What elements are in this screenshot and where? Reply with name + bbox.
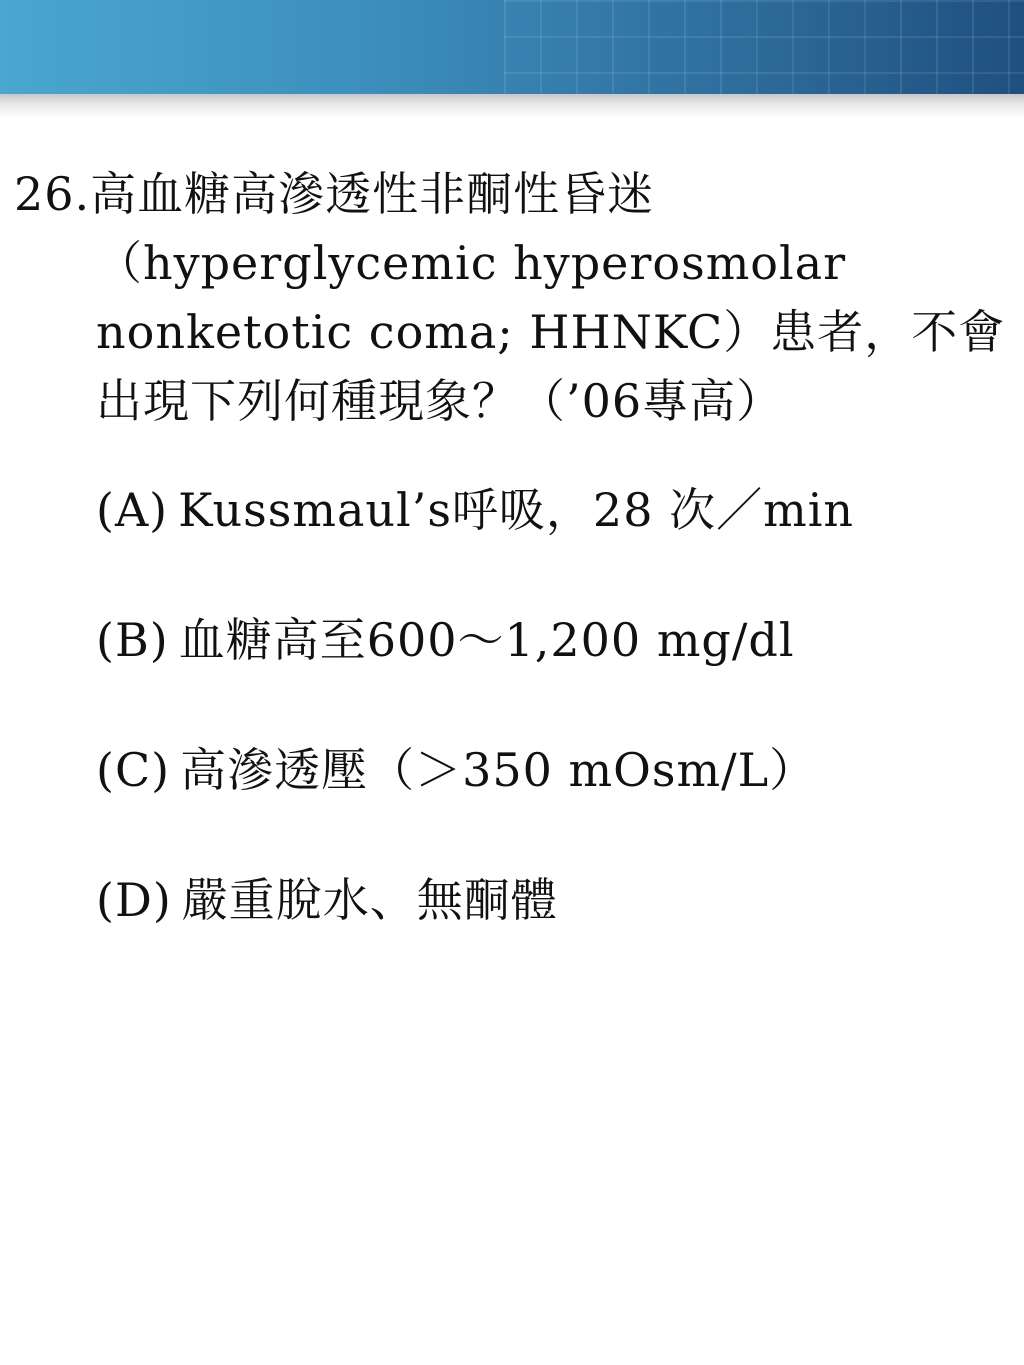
option-letter: (C): [96, 743, 171, 797]
question-line-2: （hyperglycemic hyperosmolar: [96, 236, 847, 290]
question-text-line: 高血糖高滲透性非酮性昏迷: [90, 167, 655, 221]
question-line-3: nonketotic coma; HHNKC）患者，不會: [96, 305, 1006, 359]
header-grid-pattern: [504, 0, 1024, 94]
answer-options: [96, 480, 1016, 1000]
option-text: 血糖高至600～1,200 mg/dl: [178, 613, 795, 667]
option-letter: (D): [96, 873, 172, 927]
question-line-1: [14, 160, 1014, 229]
option-text: 嚴重脫水、無酮體: [181, 873, 558, 927]
option-b[interactable]: [96, 610, 1016, 740]
option-letter: (A): [96, 483, 169, 537]
header-divider: [0, 94, 1024, 118]
question-number: 26.: [14, 167, 91, 221]
question-line-4: 出現下列何種現象？（’06專高）: [96, 374, 784, 428]
question-block: [14, 160, 1014, 436]
option-c[interactable]: [96, 740, 1016, 870]
option-text: Kussmaul’s呼吸，28 次／min: [178, 483, 855, 537]
option-d[interactable]: [96, 870, 1016, 1000]
option-letter: (B): [96, 613, 169, 667]
header-banner: [0, 0, 1024, 94]
option-a[interactable]: [96, 480, 1016, 610]
option-text: 高滲透壓（＞350 mOsm/L）: [180, 743, 817, 797]
